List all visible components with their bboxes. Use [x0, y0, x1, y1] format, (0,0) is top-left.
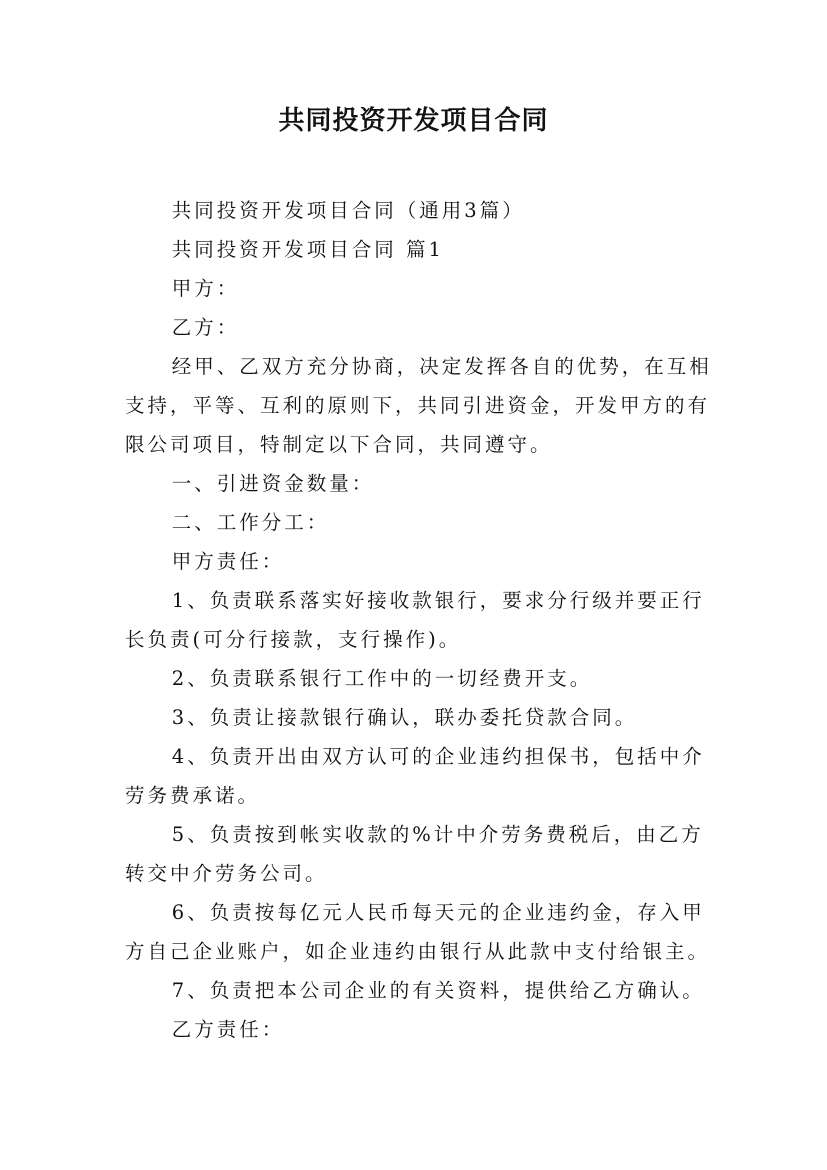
paragraph-duty-4: 4、负责开出由双方认可的企业违约担保书，包括中介劳务费承诺。	[125, 745, 705, 807]
paragraph-party-b: 乙方：	[171, 316, 240, 339]
paragraph-section-heading: 共同投资开发项目合同 篇1	[171, 238, 444, 261]
paragraph-duty-1: 1、负责联系落实好接收款银行，要求分行级并要正行长负责(可分行接款，支行操作)。	[125, 589, 705, 651]
paragraph-subtitle: 共同投资开发项目合同（通用3篇）	[171, 199, 525, 222]
document-body	[125, 191, 715, 1049]
paragraph-party-b-duties: 乙方责任：	[171, 1018, 285, 1041]
paragraph-party-a-duties: 甲方责任：	[171, 550, 285, 573]
paragraph-duty-2: 2、负责联系银行工作中的一切经费开支。	[171, 667, 593, 690]
paragraph-clause-1: 一、引进资金数量：	[171, 472, 375, 495]
paragraph-party-a: 甲方：	[171, 277, 240, 300]
paragraph-clause-2: 二、工作分工：	[171, 511, 330, 534]
document-title: 共同投资开发项目合同	[278, 106, 549, 136]
paragraph-preamble: 经甲、乙双方充分协商，决定发挥各自的优势，在互相支持，平等、互利的原则下，共同引进资金，开发甲方的有限公司项目，特制定以下合同，共同遵守。	[125, 355, 712, 456]
paragraph-duty-5: 5、负责按到帐实收款的%计中介劳务费税后，由乙方转交中介劳务公司。	[125, 823, 704, 885]
paragraph-duty-3: 3、负责让接款银行确认，联办委托贷款合同。	[171, 706, 638, 729]
paragraph-duty-6: 6、负责按每亿元人民币每天元的企业违约金，存入甲方自己企业账户，如企业违约由银行从此款中支付给银主。	[125, 901, 711, 963]
paragraph-duty-7: 7、负责把本公司企业的有关资料，提供给乙方确认。	[171, 979, 705, 1002]
